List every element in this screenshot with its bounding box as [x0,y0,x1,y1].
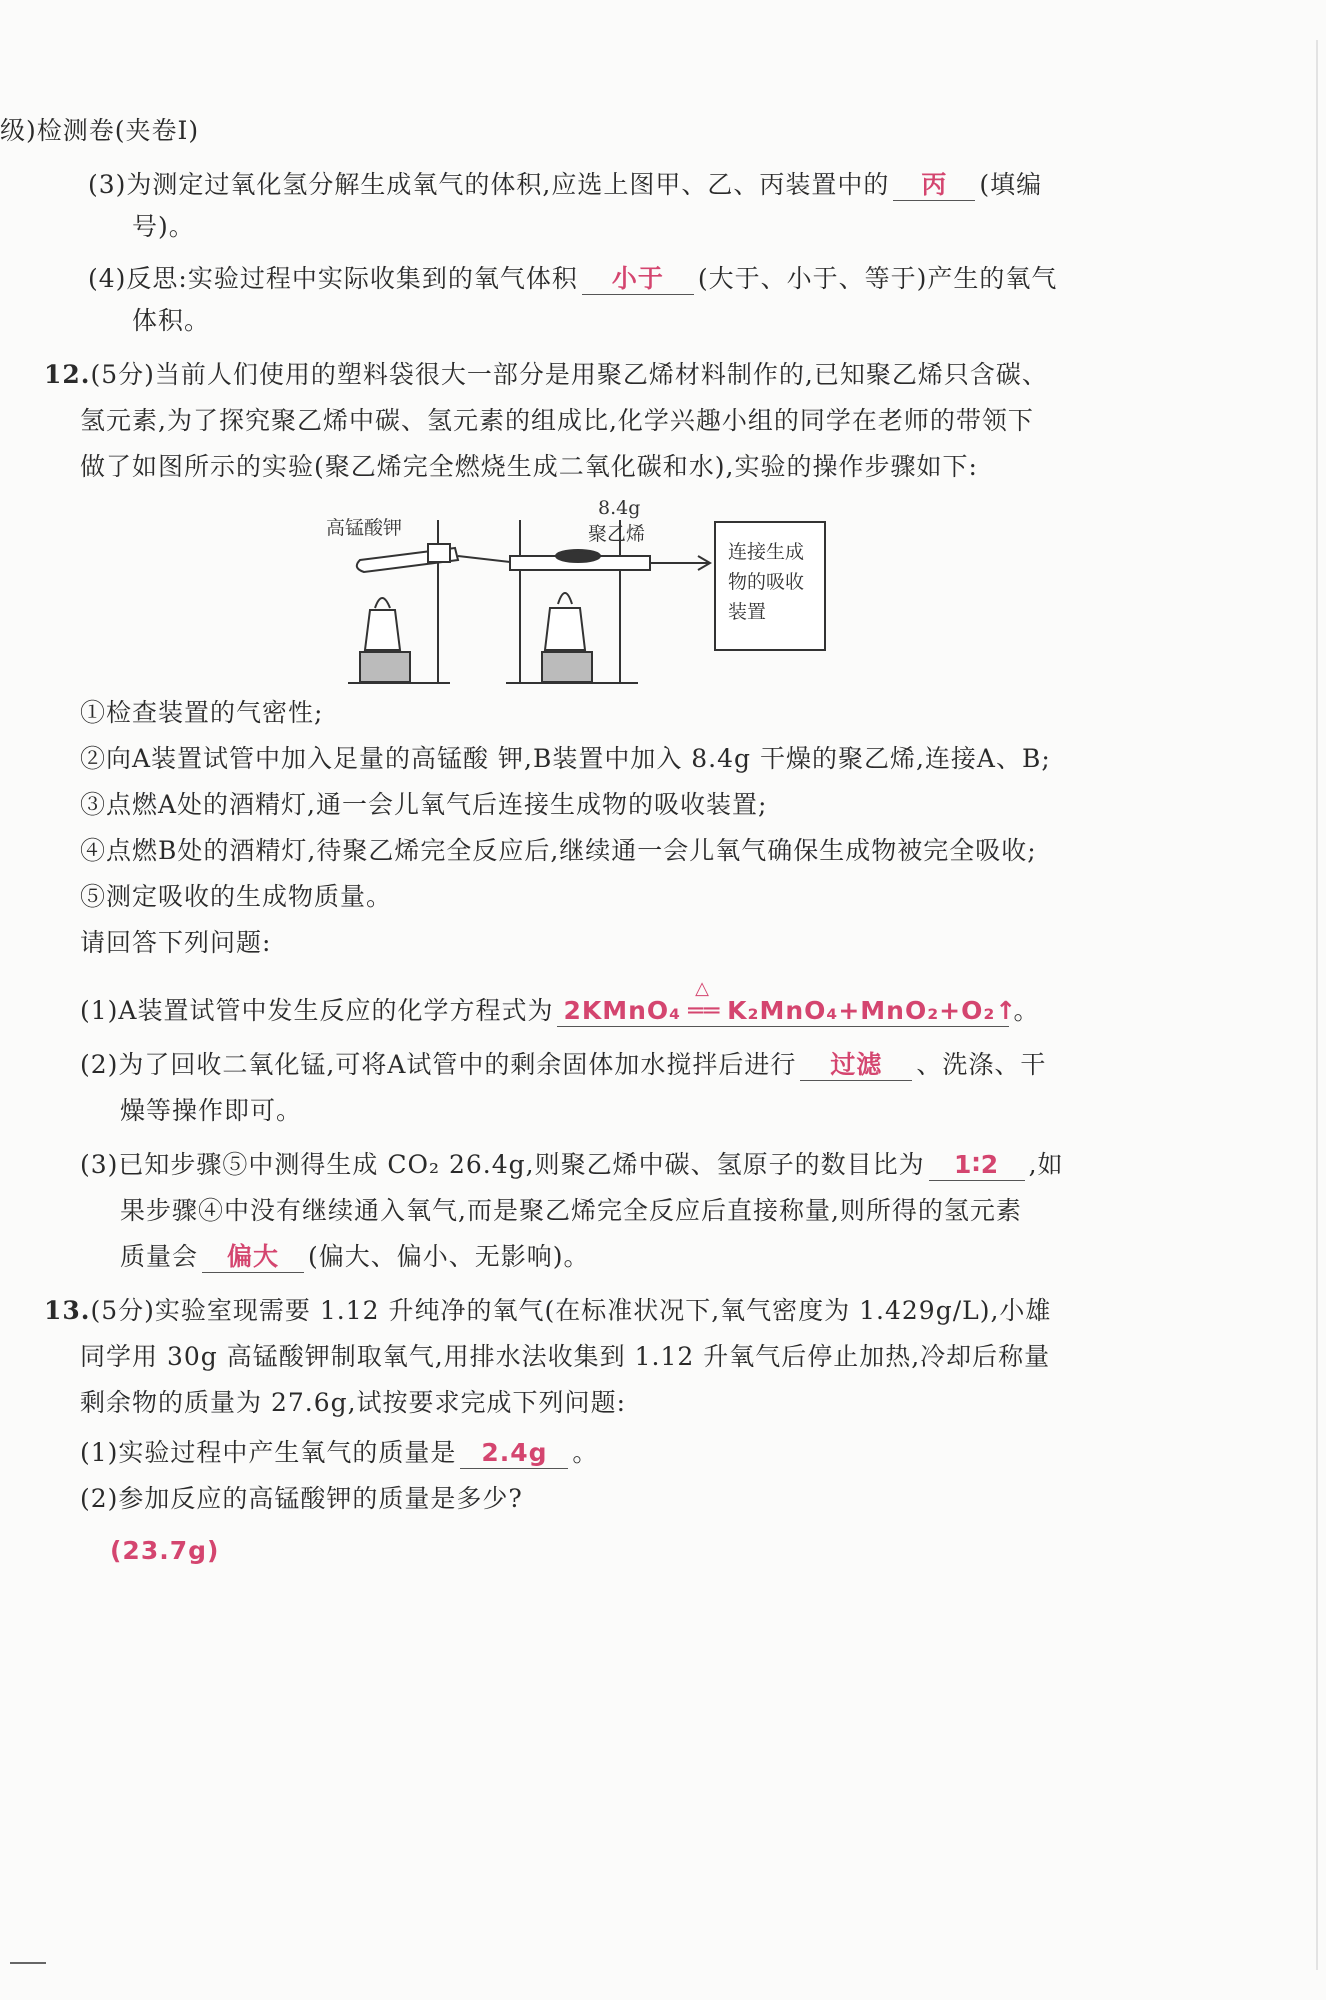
q13-part1-answer: 2.4g [460,1438,568,1469]
q11-part4-line1: (4)反思:实验过程中实际收集到的氧气体积 小于 (大于、小于、等于)产生的氧气 [88,264,1058,293]
q12-step4: ④点燃B处的酒精灯,待聚乙烯完全反应后,继续通一会儿氧气确保生成物被完全吸收; [80,836,1037,865]
q13-stem-line1: 13.(5分)实验室现需要 1.12 升纯净的氧气(在标准状况下,氧气密度为 1.429g/L),小雄 [44,1296,1052,1325]
connector-tube [458,556,510,562]
alcohol-lamp-b [545,608,585,650]
q12-number: 12. [44,360,91,389]
flame-b [558,593,572,604]
q12-step2: ②向A装置试管中加入足量的高锰酸 钾,B装置中加入 8.4g 干燥的聚乙烯,连接A、B; [80,744,1051,773]
q12-step3: ③点燃A处的酒精灯,通一会儿氧气后连接生成物的吸收装置; [80,790,768,819]
label-sample-mass: 8.4g [598,500,641,519]
q12-part1-answer: 2KMnO₄ △ ══ K₂MnO₄+MnO₂+O₂↑ [557,996,1009,1027]
q13-stem-line3: 剩余物的质量为 27.6g,试按要求完成下列问题: [80,1388,626,1417]
q12-step1: ①检查装置的气密性; [80,698,324,727]
q12-stem-line1: 12.(5分)当前人们使用的塑料袋很大一部分是用聚乙烯材料制作的,已知聚乙烯只含碳、 [44,360,1048,389]
heat-symbol: △ [695,978,710,999]
page-header: 级)检测卷(夹卷Ⅰ) [0,116,200,145]
q13-number: 13. [44,1296,91,1325]
q12-stem-line3: 做了如图所示的实验(聚乙烯完全燃烧生成二氧化碳和水),实验的操作步骤如下: [80,452,978,481]
q12-part2-answer: 过滤 [800,1050,912,1081]
q13-part1: (1)实验过程中产生氧气的质量是 2.4g 。 [80,1438,599,1467]
q12-part3-answer: 1∶2 [929,1150,1025,1181]
apparatus-diagram [320,500,930,690]
q12-part3-answer2: 偏大 [202,1242,304,1273]
clamp-a [428,544,450,562]
q13-stem-line2: 同学用 30g 高锰酸钾制取氧气,用排水法收集到 1.12 升氧气后停止加热,冷却后称量 [80,1342,1051,1371]
box-label-line2: 物的吸收 [728,571,805,593]
page-footer-rule [10,1962,46,1964]
q12-stem-line2: 氢元素,为了探究聚乙烯中碳、氢元素的组成比,化学兴趣小组的同学在老师的带领下 [80,406,1034,435]
q12-part3-line3: 质量会 偏大 (偏大、偏小、无影响)。 [120,1242,590,1271]
q11-part4-answer: 小于 [582,264,694,295]
block-b [542,652,592,682]
q12-part2-line1: (2)为了回收二氧化锰,可将A试管中的剩余固体加水搅拌后进行 过滤 、洗涤、干 [80,1050,1047,1079]
q11-part3-line1: (3)为测定过氧化氢分解生成氧气的体积,应选上图甲、乙、丙装置中的 丙 (填编 [88,170,1043,199]
q12-part1: (1)A装置试管中发生反应的化学方程式为 2KMnO₄ △ ══ K₂MnO₄+MnO₂+O₂↑。 [80,994,1039,1028]
polyethylene-sample [556,550,600,562]
q12-step5: ⑤测定吸收的生成物质量。 [80,882,393,911]
flame-a [375,598,390,608]
q13-part2: (2)参加反应的高锰酸钾的质量是多少? [80,1484,523,1513]
q11-part3-answer: 丙 [893,170,975,201]
box-label-line1: 连接生成 [728,541,805,563]
q11-part4-line2: 体积。 [132,306,211,335]
page-edge-line [1316,40,1318,1970]
q12-part2-line2: 燥等操作即可。 [120,1096,303,1125]
q12-part3-line1: (3)已知步骤⑤中测得生成 CO₂ 26.4g,则聚乙烯中碳、氢原子的数目比为 1∶2 ,如 [80,1150,1064,1179]
alcohol-lamp-a [365,610,400,650]
block-a [360,652,410,682]
label-polyethylene: 聚乙烯 [588,523,646,545]
label-potassium-permanganate: 高锰酸钾 [326,517,403,539]
reaction-condition: △ ══ [681,996,727,1026]
q12-ask: 请回答下列问题: [80,928,272,957]
q12-part3-line2: 果步骤④中没有继续通入氧气,而是聚乙烯完全反应后直接称量,则所得的氢元素 [120,1196,1022,1225]
box-label-line3: 装置 [728,601,767,623]
q11-part3-line2: 号)。 [132,212,195,241]
q13-part2-answer: (23.7g) [110,1536,220,1565]
